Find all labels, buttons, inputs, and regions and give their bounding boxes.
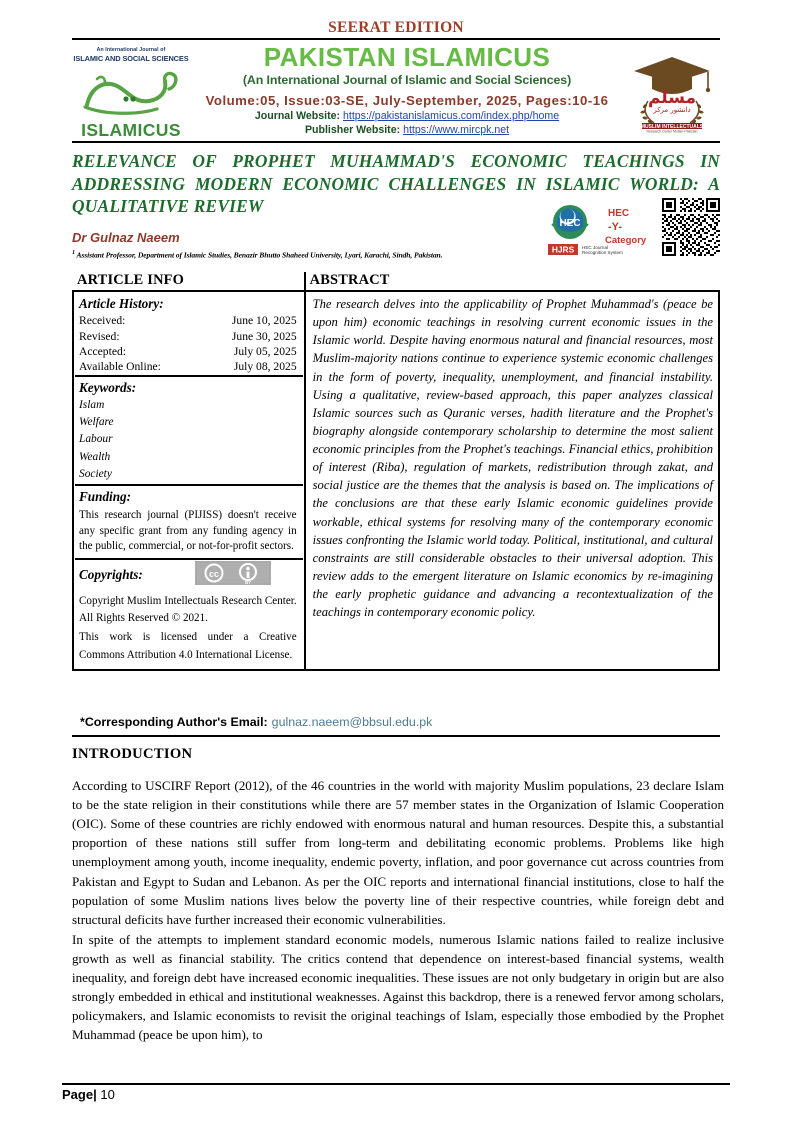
article-history-label: Article History:	[79, 296, 164, 311]
islamicus-logo	[72, 40, 190, 141]
copyrights-label: Copyrights:	[79, 567, 143, 583]
footer-separator: |	[93, 1087, 97, 1102]
abstract-header: ABSTRACT	[309, 272, 390, 288]
table-body-row	[73, 291, 719, 670]
table-row	[75, 359, 303, 374]
keyword-item: Islam	[79, 399, 105, 412]
abstract-text: The research delves into the applicability of Prophet Muhammad's (peace be upon him) economic teachings in resolving current economic issues in the Islamic world. Despite having enormous natural and financial resources, most Muslim-majority nations continue to experience systemic economic challenges in the form of poverty, inequality, unemployment, and financial instability. Using a qualitative, review-based approach, this paper analyzes classical Islamic sources such as Quranic verses, hadith literature and the Prophet's biography alongside contemporary scholarship to determine the most salient economic principles from the Prophet's teachings. Financial ethics, prohibition of interest (Riba), regulation of markets, redistribution through zakat, and social justice are the themes that the analysis is based on. The implications of the conclusions are that these early Islamic economic guidelines provide workable, ethical systems for resolving many of the contemporary economic issues confronting the Islamic world today. Political, institutional, and cultural constraints are still considerable obstacles to their universal adoption. This review adds to the emergent literature on Islamic economics by re-imagining the early prophetic guidance and advancing a recontextualization of the teachings in contemporary economic policy.	[312, 297, 713, 620]
svg-text:دانشور مرکز: دانشور مرکز	[653, 105, 691, 114]
edition-label: SEERAT EDITION	[328, 19, 464, 36]
copyright-text-2: This work is licensed under a Creative Commons Attribution 4.0 International License.	[79, 631, 297, 661]
funding-section	[75, 486, 303, 558]
keyword-item: Welfare	[79, 416, 114, 429]
graduation-cap-icon	[628, 49, 716, 133]
svg-text:HEC: HEC	[559, 218, 581, 229]
muslim-intellectuals-logo	[624, 40, 720, 141]
paragraph: According to USCIRF Report (2012), of the 46 countries in the world with majority Muslim populations, 23 declare Islam to be the state religion in their constitutions while there are 57 member states in the Organization of Islamic Cooperation (OIC). Some of these countries are richly endowed with enormous natural and human resources. Despite this, a substantial proportion of these nations still suffer from long-term and debilitating economic problems. Problems like high unemployment among youth, income inequality, endemic poverty, inflation, and poor governance cut across countries from Pakistan and Egypt to Sudan and Lebanon. As per the OIC reports and international financial institutions, close to half the population of some Muslim nations lives below the poverty line of their respective countries, while foreign debt and structural deficits have further increased their economic vulnerabilities.	[72, 778, 724, 927]
copyrights-section	[75, 560, 303, 668]
history-value: June 30, 2025	[231, 329, 297, 343]
footer-page-number: 10	[100, 1087, 115, 1102]
masthead-body	[72, 40, 720, 143]
keyword-item: Wealth	[79, 450, 111, 463]
svg-text:cc: cc	[208, 569, 219, 580]
article-history-section	[75, 293, 303, 375]
arabic-calligraphy-icon	[79, 65, 183, 121]
svg-text:MUSLIM INTELLECTUALS: MUSLIM INTELLECTUALS	[640, 123, 704, 130]
hec-emblem-icon	[552, 205, 588, 239]
article-info-header-cell	[73, 272, 305, 291]
creative-commons-icon	[195, 561, 271, 590]
publisher-website-link[interactable]: https://www.mircpk.net	[403, 124, 510, 137]
affiliation-marker: 1	[72, 249, 75, 256]
page-footer	[62, 1083, 730, 1102]
funding-label: Funding:	[79, 488, 132, 504]
author-name: Dr Gulnaz Naeem	[72, 229, 180, 245]
volume-issue-line: Volume:05, Issue:03-SE, July-September, 2025, Pages:10-16	[205, 92, 609, 108]
svg-text:مسلم: مسلم	[647, 87, 697, 108]
table-row	[75, 344, 303, 359]
history-value: July 05, 2025	[233, 344, 297, 358]
section-heading-introduction: INTRODUCTION	[72, 746, 193, 762]
article-body	[72, 746, 724, 1046]
journal-website-label: Journal Website:	[254, 110, 341, 123]
svg-text:-Y-: -Y-	[608, 221, 623, 233]
funding-text: This research journal (PIJISS) doesn't receive any specific grant from any funding agency in the public, commercial, or not-for-profit sectors.	[79, 508, 297, 553]
journal-website-link[interactable]: https://pakistanislamicus.com/index.php/home	[343, 110, 560, 123]
svg-text:Research Center Multan-Pakista: Research Center Multan-Pakistan	[646, 129, 698, 133]
corresponding-author-email[interactable]: gulnaz.naeem@bbsul.edu.pk	[271, 715, 433, 729]
masthead	[72, 20, 720, 143]
journal-title: PAKISTAN ISLAMICUS	[263, 42, 551, 73]
keyword-item: Labour	[79, 433, 113, 446]
article-info-abstract-table	[72, 272, 720, 671]
svg-text:Category: Category	[605, 235, 647, 246]
publisher-website-line	[192, 124, 622, 138]
history-label: Accepted:	[79, 344, 126, 358]
svg-text:BY: BY	[244, 580, 251, 586]
svg-text:Recognition System: Recognition System	[582, 250, 623, 255]
affiliation-text: Assistant Professor, Department of Islamic Studies, Benazir Bhutto Shaheed University, Lyari, Karachi, Sindh, Pakistan.	[76, 250, 443, 260]
svg-text:HEC: HEC	[608, 208, 630, 219]
masthead-center	[190, 40, 624, 141]
history-value: July 08, 2025	[233, 360, 297, 374]
abstract-column	[305, 291, 719, 670]
title-block	[72, 150, 720, 259]
article-info-header: ARTICLE INFO	[77, 272, 185, 288]
article-info-column	[73, 291, 305, 670]
svg-text:HEC Journal: HEC Journal	[582, 245, 609, 250]
islamicus-logo-name: ISLAMICUS	[81, 119, 181, 140]
islamicus-logo-line1: An International Journal of	[96, 46, 166, 53]
table-header-row	[73, 272, 719, 291]
badge-group	[546, 198, 720, 256]
table-row	[75, 328, 303, 343]
journal-subtitle: (An International Journal of Islamic and Social Sciences)	[242, 73, 572, 88]
history-label: Received:	[79, 314, 126, 328]
keywords-section	[75, 377, 303, 484]
history-value: June 10, 2025	[231, 314, 297, 328]
copyrights-header-row	[75, 560, 303, 592]
page-title: RELEVANCE OF PROPHET MUHAMMAD'S ECONOMIC TEACHINGS IN ADDRESSING MODERN ECONOMIC CHALLENGES IN ISLAMIC WORLD: A QUALITATIVE REVIEW	[72, 151, 720, 217]
abstract-header-cell	[305, 272, 719, 291]
footer-page-label: Page	[62, 1087, 94, 1102]
corresponding-author-label: *Corresponding Author's Email:	[80, 715, 268, 729]
islamicus-logo-line2: ISLAMIC AND SOCIAL SCIENCES	[73, 53, 189, 63]
qr-code-icon[interactable]	[662, 198, 720, 256]
journal-website-line	[192, 110, 622, 124]
corresponding-author-bar	[72, 712, 720, 737]
history-label: Revised:	[79, 329, 120, 343]
footer-page-indicator	[62, 1087, 730, 1102]
keyword-item: Society	[79, 467, 112, 480]
publisher-website-label: Publisher Website:	[304, 124, 401, 137]
article-history-table	[75, 313, 303, 375]
keywords-label: Keywords:	[79, 379, 137, 395]
paragraph: In spite of the attempts to implement standard economic models, numerous Islamic nations failed to realize inclusive growth as well as financial stability. The critics contend that dependence on interest-based financial systems, wealth inequality, and foreign debt have increased economic inequalities. These issues are not only budgetary in origin but are also strongly embedded in ethical and institutional weaknesses. Against this backdrop, there is a renewed fervor among scholars, policymakers, and Islamic economists to revisit the original teachings of Islam, especially those embodied by the Prophet Muhammad (peace be upon him), to	[72, 931, 724, 1043]
hec-recognition-badge	[546, 198, 658, 256]
svg-text:HJRS: HJRS	[551, 244, 575, 255]
history-label: Available Online:	[79, 360, 161, 374]
copyright-text-1: Copyright Muslim Intellectuals Research Center. All Rights Reserved © 2021.	[79, 595, 297, 625]
table-row	[75, 313, 303, 328]
